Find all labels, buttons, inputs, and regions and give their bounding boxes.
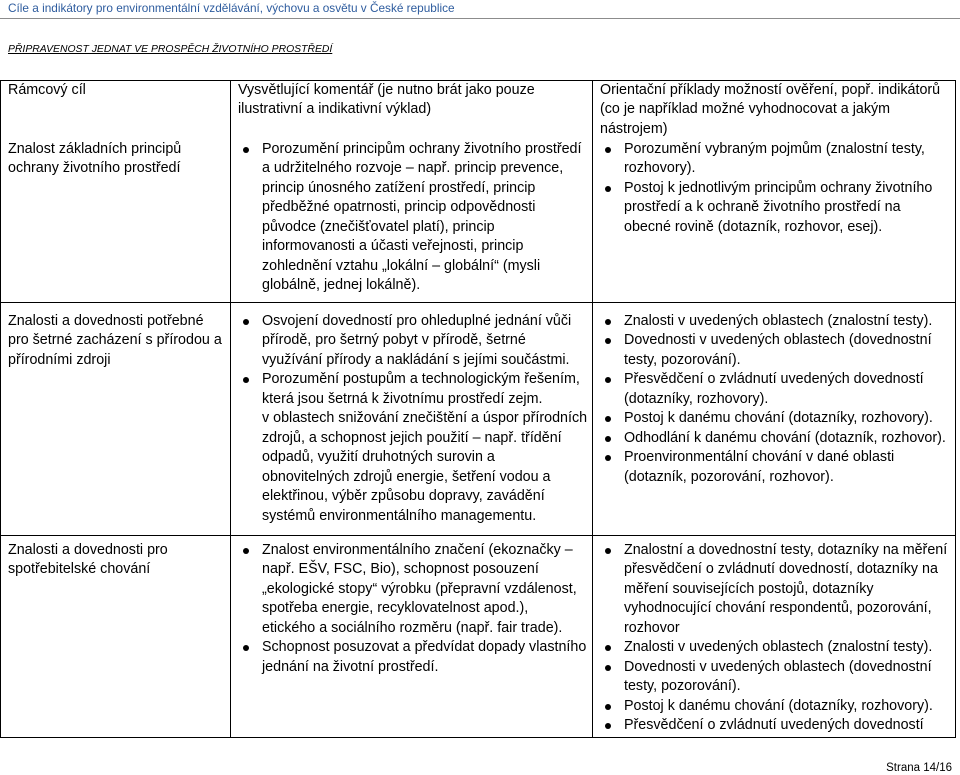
verification-cell xyxy=(593,303,955,535)
comment-cell xyxy=(231,140,593,302)
text-line: Rámcový cíl xyxy=(8,82,86,98)
text-line: např. EŠV, FSC, Bio), schopnost posouzení xyxy=(262,561,539,578)
text-line: Znalosti v uvedených oblastech (znalostní testy). xyxy=(624,639,933,656)
text-line: Přesvědčení o zvládnutí uvedených dovedností xyxy=(624,371,924,388)
text-line: etického a sociálního rozměru (např. fair trade). xyxy=(262,619,563,636)
text-line: Dovednosti v uvedených oblastech (dovednostní xyxy=(624,332,932,349)
text-line: Znalostní a dovednostní testy, dotazníky na měření xyxy=(624,542,948,558)
text-line: využívání přírody a nakládání s jejími součástmi. xyxy=(262,351,570,368)
bullet-item xyxy=(600,429,949,448)
text-line: přírodě, pro šetrný pobyt v přírodě, šetrné xyxy=(262,332,526,349)
running-header: Cíle a indikátory pro environmentální vzdělávání, výchovu a osvětu v České republice xyxy=(0,0,960,19)
text-line: globálně, jednej lokálně). xyxy=(262,277,421,294)
bullet-item xyxy=(600,409,949,428)
bullet-text xyxy=(624,429,949,448)
bullet-text xyxy=(624,409,949,428)
text-line: zdrojů, a schopnost jejich použití – např. třídění xyxy=(262,429,562,446)
text-line: Dovednosti v uvedených oblastech (dovednostní xyxy=(624,658,932,675)
text-line: testy, pozorování). xyxy=(624,351,741,368)
text-line: přesvědčení o zvládnutí dovedností, dotazníky na xyxy=(624,561,938,578)
bullet-item xyxy=(238,638,586,677)
header-cell-comment xyxy=(231,81,593,140)
text-line: Porozumění vybraným pojmům (znalostní testy, xyxy=(624,141,925,157)
text-line: (co je například možné vyhodnocovat a jakým xyxy=(600,101,891,118)
text-line: odpadů, využití druhotných surovin a xyxy=(262,449,495,466)
text-line: Znalost základních principů xyxy=(8,141,182,157)
text-line: obecné rovině (dotazník, rozhovor, esej). xyxy=(624,218,883,235)
text-line: Vysvětlující komentář (je nutno brát jako pouze xyxy=(238,82,535,98)
bullet-icon xyxy=(605,319,611,325)
bullet-text xyxy=(624,140,949,179)
bullet-text xyxy=(624,658,949,697)
bullet-text xyxy=(624,638,949,657)
text-line: Schopnost posuzovat a předvídat dopady vlastního xyxy=(262,639,587,656)
text-line: prostředí a k ochraně životního prostředí na xyxy=(624,199,901,216)
bullet-icon xyxy=(605,377,611,383)
text-line: ilustrativní a indikativní výklad) xyxy=(238,101,432,118)
bullet-icon xyxy=(605,548,611,554)
text-line: přírodními zdroji xyxy=(8,351,111,368)
bullet-icon xyxy=(243,147,249,153)
text-line: Znalosti a dovednosti potřebné xyxy=(8,313,204,329)
text-line: ochrany životního prostředí xyxy=(8,160,181,177)
bullet-text xyxy=(624,179,949,237)
bullet-item xyxy=(238,312,586,370)
bullet-item xyxy=(600,140,949,179)
text-line: spotřebitelské chování xyxy=(8,561,151,578)
bullet-icon xyxy=(243,377,249,383)
text-line: Postoj k danému chování (dotazníky, rozhovory). xyxy=(624,410,933,427)
page-number: Strana 14/16 xyxy=(886,762,952,774)
bullet-icon xyxy=(605,665,611,671)
bullet-item xyxy=(600,179,949,237)
text-line: Porozumění postupům a technologickým řešením, xyxy=(262,371,580,388)
bullet-item xyxy=(600,331,949,370)
verification-cell xyxy=(593,536,955,737)
text-line: systémů environmentálního managementu. xyxy=(262,507,537,524)
text-line: princip únosného zatížení prostředí, princip xyxy=(262,179,536,196)
bullet-text xyxy=(262,370,586,526)
text-line: v oblastech snižování znečištění a úspor přírodních xyxy=(262,410,588,427)
bullet-item xyxy=(600,541,949,638)
text-line: Přesvědčení o zvládnutí uvedených dovedností xyxy=(624,717,924,734)
header-cell-goal xyxy=(1,81,231,140)
text-line: Porozumění principům ochrany životního prostředí xyxy=(262,141,582,157)
goals-table xyxy=(0,80,956,738)
text-line: Znalost environmentálního značení (ekoznačky – xyxy=(262,542,573,558)
bullet-icon xyxy=(605,338,611,344)
bullet-icon xyxy=(243,645,249,651)
comment-cell xyxy=(231,536,593,737)
bullet-icon xyxy=(605,436,611,442)
goal-cell xyxy=(1,536,231,737)
text-line: která jsou šetrná k životnímu prostředí zejm. xyxy=(262,390,543,407)
bullet-icon xyxy=(605,186,611,192)
text-line: měření souvisejících postojů, dotazníky xyxy=(624,580,874,597)
bullet-item xyxy=(238,370,586,526)
bullet-icon xyxy=(605,455,611,461)
text-line: elektřinou, výběr způsobu dopravy, zavádění xyxy=(262,488,545,505)
bullet-icon xyxy=(605,147,611,153)
bullet-icon xyxy=(605,645,611,651)
text-line: Orientační příklady možností ověření, popř. indikátorů xyxy=(600,82,941,98)
bullet-icon xyxy=(243,548,249,554)
text-line: vyhodnocující chování respondentů, pozorování, xyxy=(624,600,932,617)
text-line: rozhovor xyxy=(624,619,680,636)
text-line: (dotazníky, rozhovory). xyxy=(624,390,769,407)
text-line: „ekologické stopy“ výrobku (přepravní vzdálenost, xyxy=(262,580,577,597)
bullet-item xyxy=(600,658,949,697)
bullet-text xyxy=(262,541,586,638)
bullet-text xyxy=(624,448,949,487)
text-line: Proenvironmentální chování v dané oblasti xyxy=(624,449,895,466)
text-line: původce (znečišťovatel platí), princip xyxy=(262,218,495,235)
bullet-text xyxy=(262,312,586,370)
goal-cell xyxy=(1,140,231,302)
table-row xyxy=(1,536,955,737)
bullet-text xyxy=(624,697,949,716)
bullet-text xyxy=(624,331,949,370)
text-line: informovanosti a účasti veřejnosti, princip xyxy=(262,238,524,255)
text-line: Odhodlání k danému chování (dotazník, rozhovor). xyxy=(624,429,946,446)
bullet-item xyxy=(600,370,949,409)
table-row xyxy=(1,140,955,303)
bullet-icon xyxy=(605,416,611,422)
text-line: Postoj k jednotlivým principům ochrany životního xyxy=(624,179,933,196)
bullet-icon xyxy=(605,704,611,710)
bullet-text xyxy=(624,716,949,735)
section-title: PŘIPRAVENOST JEDNAT VE PROSPĚCH ŽIVOTNÍHO PROSTŘEDÍ xyxy=(8,44,333,55)
verification-cell xyxy=(593,140,955,302)
text-line: nástrojem) xyxy=(600,120,668,137)
table-header-row xyxy=(1,81,955,140)
bullet-text xyxy=(624,312,949,331)
bullet-item xyxy=(238,140,586,296)
text-line: Znalosti v uvedených oblastech (znalostní testy). xyxy=(624,313,933,329)
bullet-item xyxy=(600,697,949,716)
text-line: zohlednění vztahu „lokální – globální“ (mysli xyxy=(262,257,541,274)
text-line: Osvojení dovedností pro ohleduplné jednání vůči xyxy=(262,313,572,329)
bullet-item xyxy=(238,541,586,638)
text-line: rozhovory). xyxy=(624,160,696,177)
text-line: spotřeba energie, recyklovatelnost apod.), xyxy=(262,600,529,617)
text-line: Postoj k danému chování (dotazníky, rozhovory). xyxy=(624,697,933,714)
text-line: Znalosti a dovednosti pro xyxy=(8,542,168,558)
bullet-item xyxy=(600,448,949,487)
goal-cell xyxy=(1,303,231,535)
bullet-text xyxy=(624,370,949,409)
text-line: (dotazník, pozorování, rozhovor). xyxy=(624,468,834,485)
bullet-item xyxy=(600,716,949,735)
text-line: obnovitelných zdrojů energie, šetření vodou a xyxy=(262,468,551,485)
bullet-item xyxy=(600,638,949,657)
bullet-item xyxy=(600,312,949,331)
bullet-text xyxy=(262,638,586,677)
comment-cell xyxy=(231,303,593,535)
bullet-icon xyxy=(243,319,249,325)
table-row xyxy=(1,303,955,536)
text-line: a udržitelného rozvoje – např. princip prevence, xyxy=(262,160,564,177)
bullet-icon xyxy=(605,723,611,729)
text-line: testy, pozorování). xyxy=(624,678,741,695)
bullet-text xyxy=(262,140,586,296)
text-line: jednání na životní prostředí. xyxy=(262,658,439,675)
header-cell-verification xyxy=(593,81,955,140)
text-line: předběžné opatrnosti, princip odpovědnosti xyxy=(262,199,536,216)
bullet-text xyxy=(624,541,949,638)
text-line: pro šetrné zacházení s přírodou a xyxy=(8,332,222,349)
